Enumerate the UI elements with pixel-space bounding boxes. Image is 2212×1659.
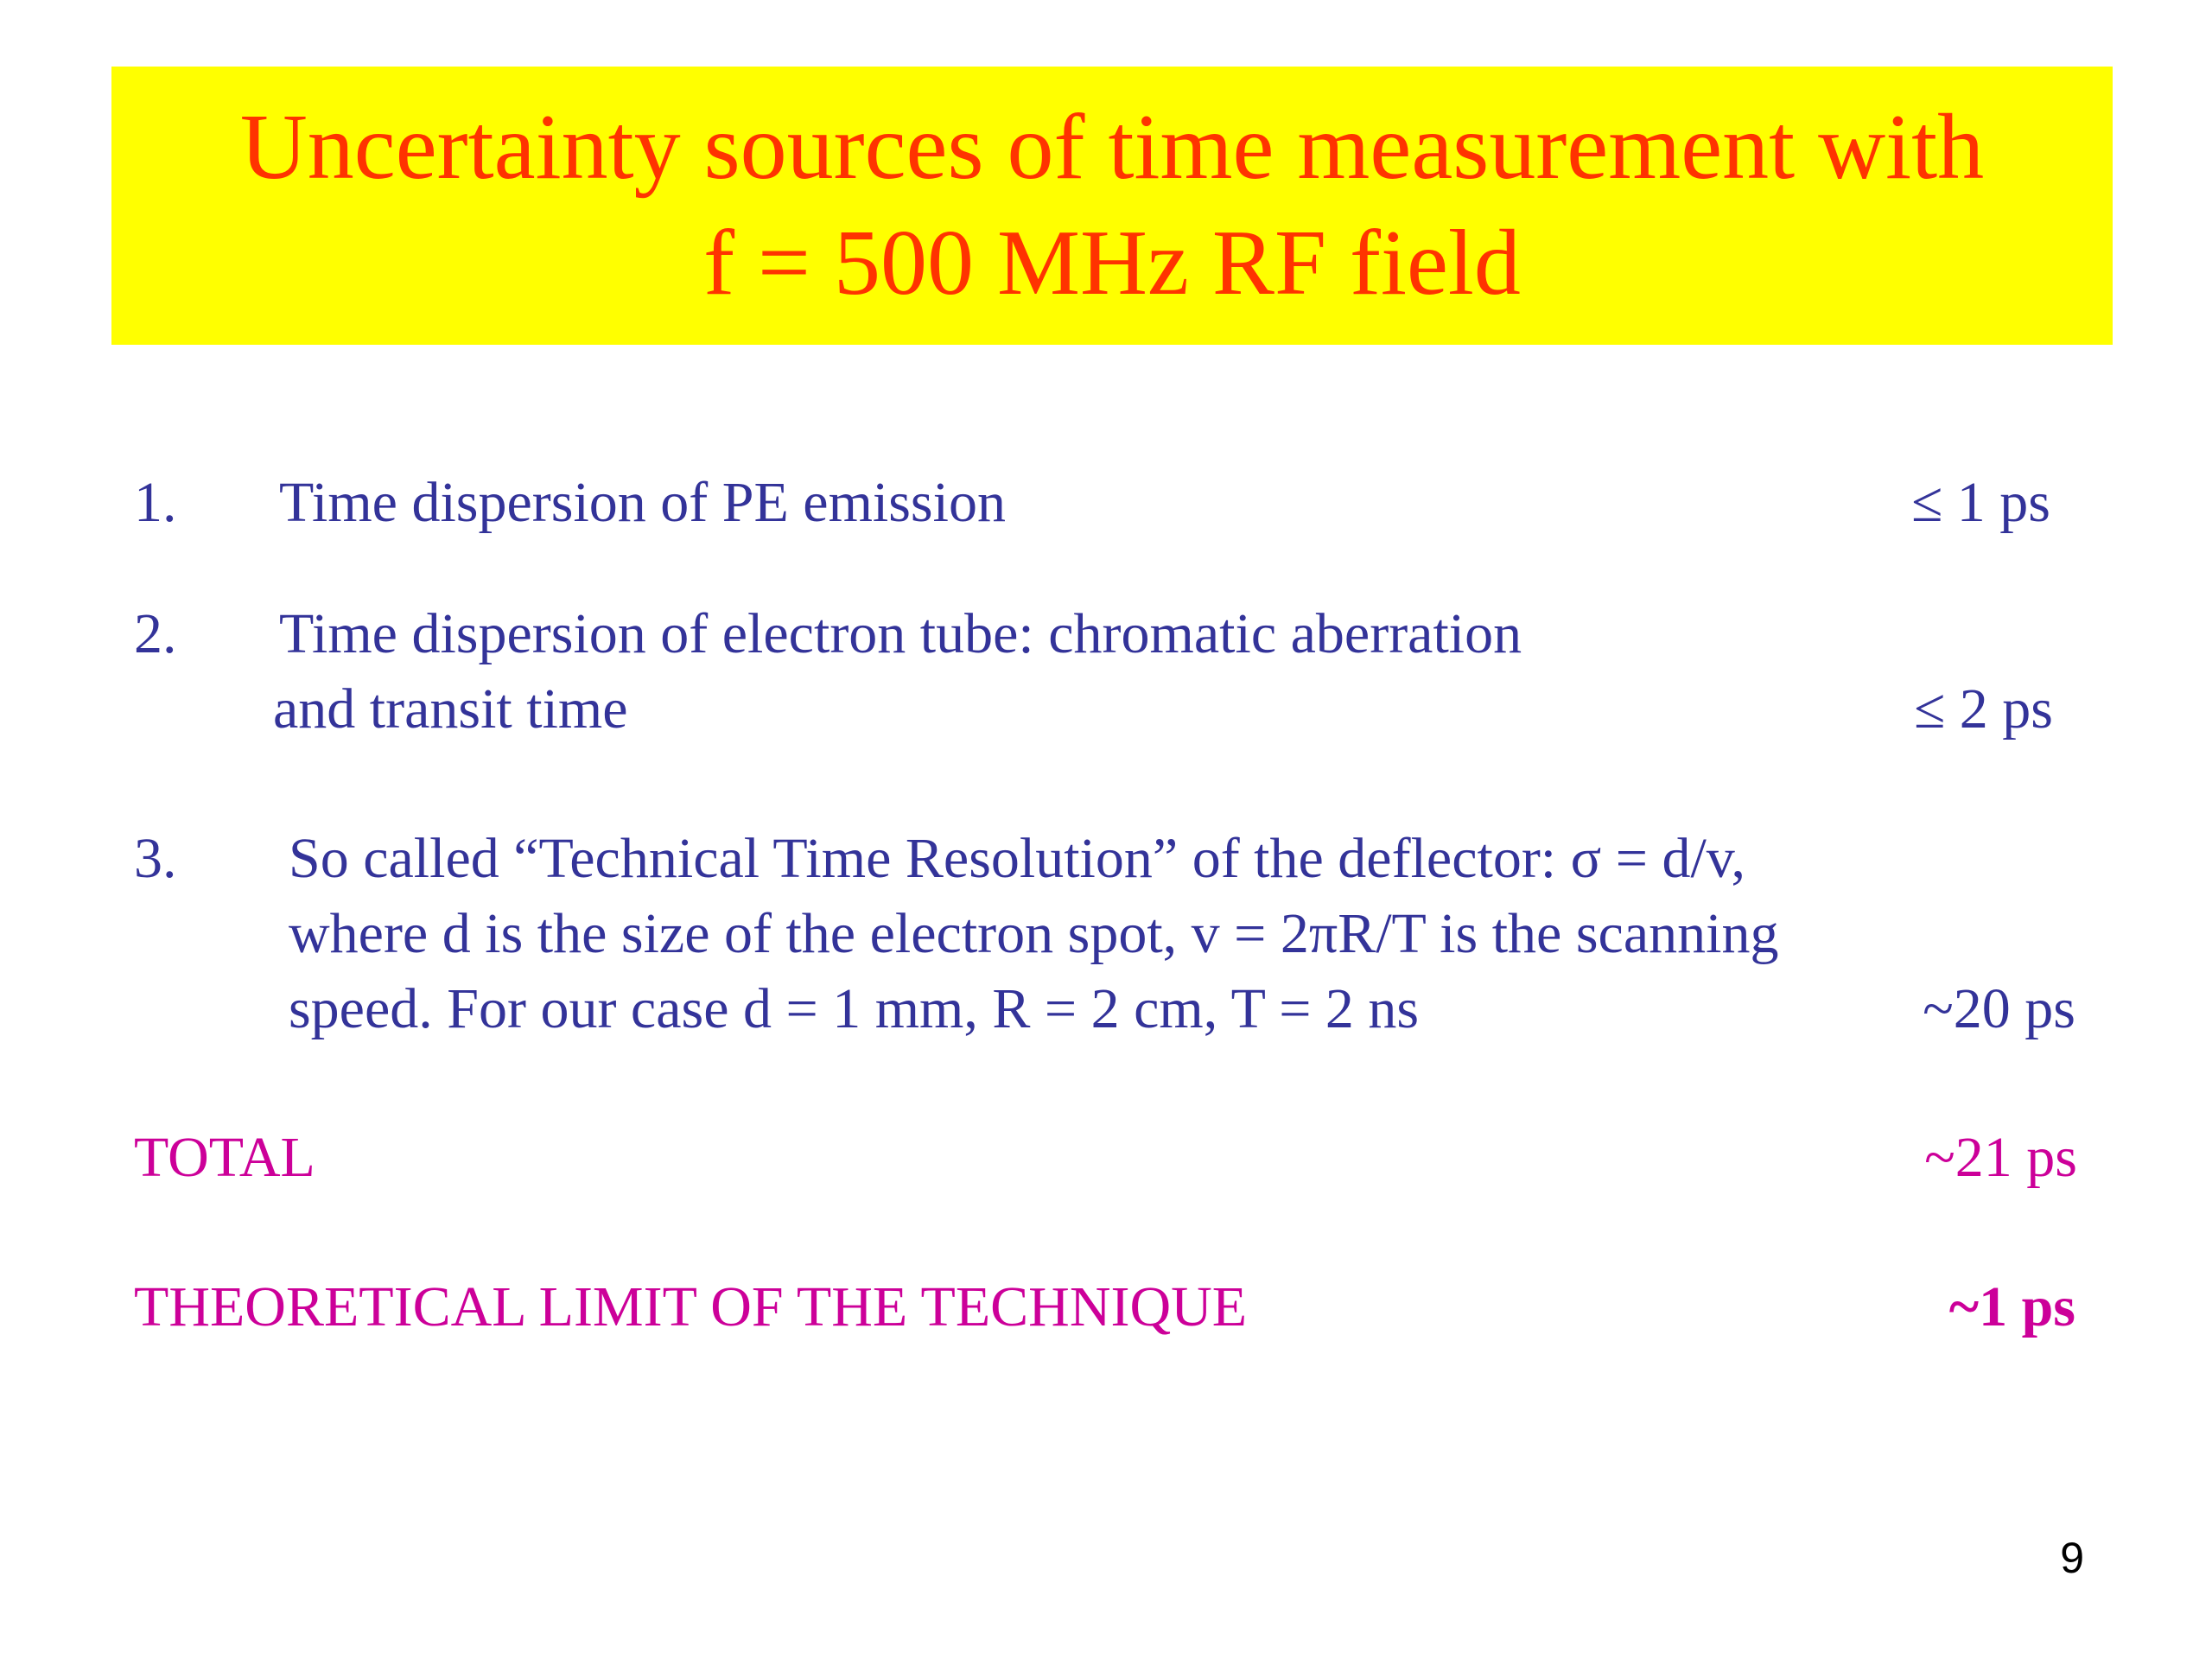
item-2-value: ≤ 2 ps [1914, 677, 2053, 741]
total-label: TOTAL [134, 1126, 315, 1189]
limit-value: ~1 ps [1948, 1275, 2075, 1338]
page-number: 9 [2060, 1534, 2084, 1582]
item-3-value: ~20 ps [1923, 977, 2075, 1040]
title-line-1: Uncertainty sources of time measurement with [239, 96, 1985, 199]
limit-label: THEORETICAL LIMIT OF THE TECHNIQUE [134, 1275, 1248, 1338]
item-2-number: 2. [134, 602, 177, 665]
item-3-number: 3. [134, 827, 177, 890]
title-line-2: f = 500 MHz RF field [703, 212, 1521, 315]
item-2-line-1: Time dispersion of electron tube: chromatic aberration [279, 602, 1522, 665]
item-1-value: ≤ 1 ps [1911, 471, 2050, 534]
item-2-line-2: and transit time [273, 677, 628, 741]
total-value: ~21 ps [1924, 1126, 2077, 1189]
item-3-line-2: where d is the size of the electron spot, v = 2πR/T is the scanning [289, 902, 1779, 965]
item-3-line-1: So called “Technical Time Resolution” of the deflector: σ = d/v, [289, 827, 1745, 890]
item-3-line-3: speed. For our case d = 1 mm, R = 2 cm, T = 2 ns [289, 977, 1420, 1040]
item-1-number: 1. [134, 471, 177, 534]
title-box [111, 67, 2113, 345]
item-1-line-1: Time dispersion of PE emission [279, 471, 1006, 534]
